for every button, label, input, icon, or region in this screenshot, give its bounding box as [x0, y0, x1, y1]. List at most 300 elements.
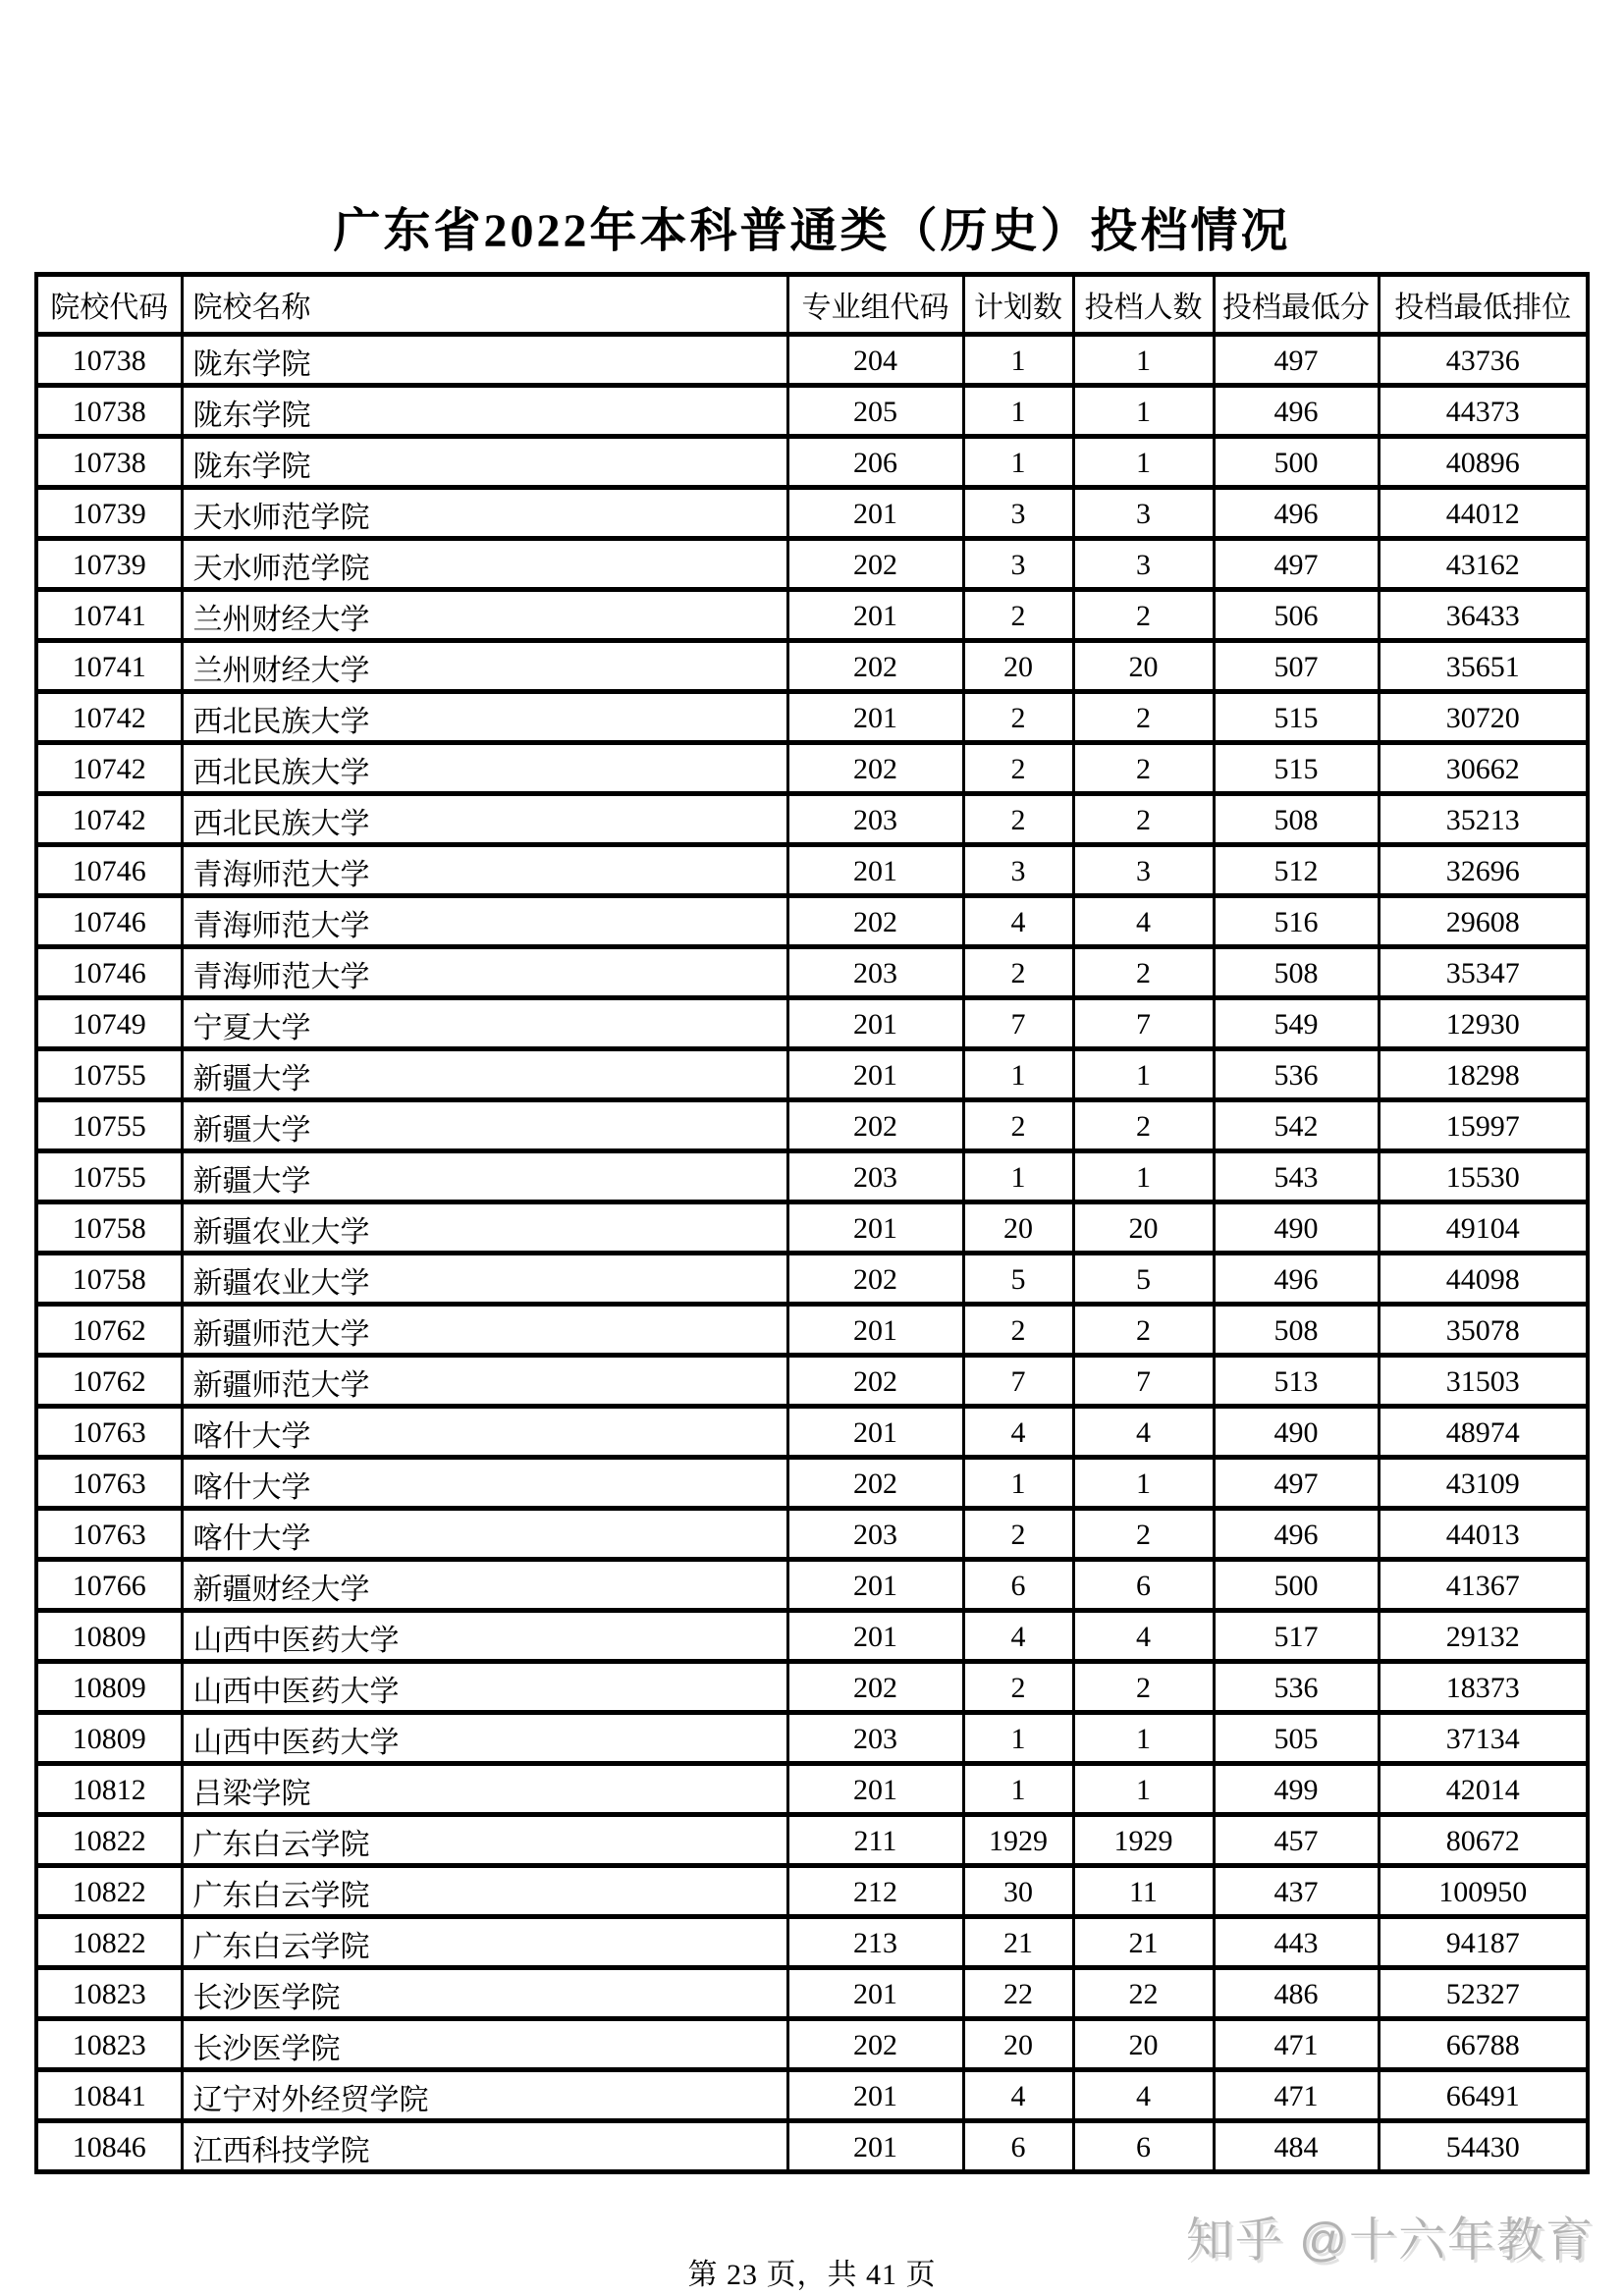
- cell-min-rank: 15997: [1379, 1100, 1588, 1151]
- cell-filed-count: 1: [1073, 1764, 1214, 1815]
- cell-school-code: 10749: [36, 998, 182, 1049]
- cell-min-score: 507: [1214, 641, 1379, 692]
- cell-major-group-code: 201: [787, 845, 963, 896]
- table-row: [36, 437, 1588, 488]
- cell-school-code: 10822: [36, 1815, 182, 1866]
- cell-school-name: 山西中医药大学: [182, 1713, 787, 1764]
- cell-min-score: 506: [1214, 590, 1379, 641]
- cell-major-group-code: 203: [787, 947, 963, 998]
- cell-filed-count: 6: [1073, 2121, 1214, 2172]
- cell-min-score: 515: [1214, 743, 1379, 794]
- cell-plan-count: 6: [963, 2121, 1073, 2172]
- cell-min-score: 457: [1214, 1815, 1379, 1866]
- table-row: [36, 1305, 1588, 1356]
- cell-major-group-code: 202: [787, 896, 963, 947]
- cell-school-name: 广东白云学院: [182, 1866, 787, 1917]
- cell-filed-count: 21: [1073, 1917, 1214, 1968]
- cell-school-name: 新疆大学: [182, 1049, 787, 1100]
- cell-plan-count: 20: [963, 2019, 1073, 2070]
- cell-min-score: 536: [1214, 1662, 1379, 1713]
- header-school-name: 院校名称: [182, 275, 787, 335]
- cell-filed-count: 2: [1073, 1100, 1214, 1151]
- cell-min-score: 542: [1214, 1100, 1379, 1151]
- cell-school-name: 西北民族大学: [182, 692, 787, 743]
- cell-min-rank: 40896: [1379, 437, 1588, 488]
- cell-plan-count: 5: [963, 1254, 1073, 1305]
- table-row: [36, 1151, 1588, 1202]
- cell-filed-count: 1: [1073, 1713, 1214, 1764]
- cell-min-score: 484: [1214, 2121, 1379, 2172]
- cell-major-group-code: 202: [787, 641, 963, 692]
- cell-school-code: 10809: [36, 1611, 182, 1662]
- cell-min-rank: 35347: [1379, 947, 1588, 998]
- cell-school-name: 山西中医药大学: [182, 1611, 787, 1662]
- cell-min-score: 508: [1214, 947, 1379, 998]
- cell-school-name: 陇东学院: [182, 437, 787, 488]
- cell-school-name: 长沙医学院: [182, 2019, 787, 2070]
- cell-plan-count: 2: [963, 1305, 1073, 1356]
- cell-filed-count: 22: [1073, 1968, 1214, 2019]
- cell-filed-count: 20: [1073, 1202, 1214, 1254]
- cell-plan-count: 1929: [963, 1815, 1073, 1866]
- cell-filed-count: 1: [1073, 1151, 1214, 1202]
- cell-school-name: 新疆师范大学: [182, 1305, 787, 1356]
- cell-major-group-code: 202: [787, 1100, 963, 1151]
- cell-plan-count: 1: [963, 1151, 1073, 1202]
- cell-min-score: 505: [1214, 1713, 1379, 1764]
- cell-min-score: 515: [1214, 692, 1379, 743]
- admission-table: [34, 272, 1590, 2174]
- header-plan-count: 计划数: [963, 275, 1073, 335]
- cell-school-code: 10809: [36, 1662, 182, 1713]
- cell-min-score: 516: [1214, 896, 1379, 947]
- table-row: [36, 1202, 1588, 1254]
- cell-min-rank: 18373: [1379, 1662, 1588, 1713]
- header-min-rank: 投档最低排位: [1379, 275, 1588, 335]
- page-number: 第 23 页，共 41 页: [687, 2259, 937, 2291]
- cell-min-rank: 36433: [1379, 590, 1588, 641]
- cell-min-rank: 29132: [1379, 1611, 1588, 1662]
- cell-school-name: 喀什大学: [182, 1407, 787, 1458]
- cell-major-group-code: 201: [787, 590, 963, 641]
- cell-plan-count: 2: [963, 794, 1073, 845]
- cell-plan-count: 20: [963, 641, 1073, 692]
- cell-min-score: 549: [1214, 998, 1379, 1049]
- cell-school-code: 10841: [36, 2070, 182, 2121]
- cell-major-group-code: 202: [787, 743, 963, 794]
- cell-plan-count: 1: [963, 386, 1073, 437]
- cell-major-group-code: 201: [787, 1305, 963, 1356]
- cell-min-rank: 32696: [1379, 845, 1588, 896]
- cell-major-group-code: 211: [787, 1815, 963, 1866]
- cell-plan-count: 4: [963, 1611, 1073, 1662]
- cell-major-group-code: 202: [787, 2019, 963, 2070]
- cell-school-name: 陇东学院: [182, 335, 787, 386]
- cell-min-score: 536: [1214, 1049, 1379, 1100]
- cell-school-code: 10758: [36, 1202, 182, 1254]
- cell-plan-count: 2: [963, 692, 1073, 743]
- cell-school-code: 10738: [36, 335, 182, 386]
- cell-major-group-code: 203: [787, 1713, 963, 1764]
- cell-plan-count: 30: [963, 1866, 1073, 1917]
- cell-plan-count: 1: [963, 1764, 1073, 1815]
- cell-major-group-code: 201: [787, 488, 963, 539]
- cell-min-rank: 42014: [1379, 1764, 1588, 1815]
- cell-filed-count: 6: [1073, 1560, 1214, 1611]
- cell-school-code: 10755: [36, 1100, 182, 1151]
- table-header-row: [36, 275, 1588, 335]
- cell-min-rank: 35213: [1379, 794, 1588, 845]
- table-row: [36, 845, 1588, 896]
- cell-major-group-code: 201: [787, 998, 963, 1049]
- cell-major-group-code: 201: [787, 1611, 963, 1662]
- table-row: [36, 692, 1588, 743]
- cell-plan-count: 2: [963, 947, 1073, 998]
- cell-school-name: 兰州财经大学: [182, 641, 787, 692]
- cell-school-name: 青海师范大学: [182, 896, 787, 947]
- cell-school-code: 10846: [36, 2121, 182, 2172]
- cell-school-name: 新疆农业大学: [182, 1254, 787, 1305]
- page-title: 广东省2022年本科普通类（历史）投档情况: [333, 205, 1291, 257]
- cell-filed-count: 1: [1073, 437, 1214, 488]
- cell-school-name: 天水师范学院: [182, 539, 787, 590]
- cell-min-rank: 100950: [1379, 1866, 1588, 1917]
- cell-min-score: 497: [1214, 335, 1379, 386]
- cell-school-code: 10742: [36, 692, 182, 743]
- cell-min-score: 471: [1214, 2070, 1379, 2121]
- cell-school-name: 青海师范大学: [182, 947, 787, 998]
- table-row: [36, 1713, 1588, 1764]
- cell-major-group-code: 205: [787, 386, 963, 437]
- cell-major-group-code: 212: [787, 1866, 963, 1917]
- cell-school-name: 西北民族大学: [182, 794, 787, 845]
- cell-min-score: 496: [1214, 386, 1379, 437]
- cell-filed-count: 2: [1073, 1509, 1214, 1560]
- cell-school-code: 10738: [36, 437, 182, 488]
- cell-plan-count: 1: [963, 335, 1073, 386]
- cell-plan-count: 21: [963, 1917, 1073, 1968]
- cell-school-code: 10823: [36, 2019, 182, 2070]
- cell-min-rank: 35078: [1379, 1305, 1588, 1356]
- cell-major-group-code: 201: [787, 1049, 963, 1100]
- cell-min-rank: 29608: [1379, 896, 1588, 947]
- cell-major-group-code: 204: [787, 335, 963, 386]
- cell-min-rank: 41367: [1379, 1560, 1588, 1611]
- cell-plan-count: 2: [963, 1662, 1073, 1713]
- cell-school-name: 陇东学院: [182, 386, 787, 437]
- header-min-score: 投档最低分: [1214, 275, 1379, 335]
- cell-filed-count: 2: [1073, 743, 1214, 794]
- cell-filed-count: 1: [1073, 1049, 1214, 1100]
- table-row: [36, 896, 1588, 947]
- cell-min-rank: 43109: [1379, 1458, 1588, 1509]
- cell-school-name: 喀什大学: [182, 1509, 787, 1560]
- cell-plan-count: 7: [963, 1356, 1073, 1407]
- cell-min-rank: 80672: [1379, 1815, 1588, 1866]
- cell-plan-count: 2: [963, 590, 1073, 641]
- cell-min-score: 497: [1214, 539, 1379, 590]
- cell-min-score: 517: [1214, 1611, 1379, 1662]
- cell-min-score: 496: [1214, 1509, 1379, 1560]
- table-row: [36, 1611, 1588, 1662]
- cell-school-name: 江西科技学院: [182, 2121, 787, 2172]
- cell-min-rank: 31503: [1379, 1356, 1588, 1407]
- cell-filed-count: 3: [1073, 539, 1214, 590]
- cell-school-code: 10766: [36, 1560, 182, 1611]
- cell-filed-count: 2: [1073, 1305, 1214, 1356]
- cell-filed-count: 1929: [1073, 1815, 1214, 1866]
- cell-plan-count: 3: [963, 488, 1073, 539]
- cell-min-rank: 49104: [1379, 1202, 1588, 1254]
- cell-school-name: 长沙医学院: [182, 1968, 787, 2019]
- cell-min-rank: 44098: [1379, 1254, 1588, 1305]
- cell-plan-count: 3: [963, 845, 1073, 896]
- cell-school-name: 新疆农业大学: [182, 1202, 787, 1254]
- cell-min-score: 508: [1214, 794, 1379, 845]
- cell-major-group-code: 201: [787, 1560, 963, 1611]
- cell-school-code: 10755: [36, 1049, 182, 1100]
- cell-filed-count: 2: [1073, 692, 1214, 743]
- cell-min-score: 543: [1214, 1151, 1379, 1202]
- cell-school-name: 辽宁对外经贸学院: [182, 2070, 787, 2121]
- cell-filed-count: 4: [1073, 896, 1214, 947]
- cell-plan-count: 2: [963, 743, 1073, 794]
- table-row: [36, 1509, 1588, 1560]
- cell-school-code: 10741: [36, 641, 182, 692]
- table-row: [36, 539, 1588, 590]
- cell-filed-count: 7: [1073, 1356, 1214, 1407]
- cell-min-rank: 43162: [1379, 539, 1588, 590]
- cell-major-group-code: 202: [787, 1356, 963, 1407]
- cell-min-rank: 15530: [1379, 1151, 1588, 1202]
- cell-school-code: 10741: [36, 590, 182, 641]
- table-row: [36, 743, 1588, 794]
- cell-major-group-code: 201: [787, 2070, 963, 2121]
- cell-school-code: 10763: [36, 1509, 182, 1560]
- cell-school-code: 10823: [36, 1968, 182, 2019]
- cell-school-code: 10739: [36, 539, 182, 590]
- cell-filed-count: 20: [1073, 641, 1214, 692]
- cell-major-group-code: 202: [787, 539, 963, 590]
- cell-school-name: 广东白云学院: [182, 1815, 787, 1866]
- table-row: [36, 335, 1588, 386]
- cell-plan-count: 6: [963, 1560, 1073, 1611]
- cell-min-rank: 54430: [1379, 2121, 1588, 2172]
- table-row: [36, 641, 1588, 692]
- cell-min-score: 496: [1214, 488, 1379, 539]
- cell-school-name: 吕梁学院: [182, 1764, 787, 1815]
- cell-school-code: 10812: [36, 1764, 182, 1815]
- cell-filed-count: 2: [1073, 794, 1214, 845]
- cell-major-group-code: 202: [787, 1662, 963, 1713]
- cell-school-code: 10739: [36, 488, 182, 539]
- cell-min-score: 437: [1214, 1866, 1379, 1917]
- table-row: [36, 1049, 1588, 1100]
- table-row: [36, 1458, 1588, 1509]
- cell-plan-count: 7: [963, 998, 1073, 1049]
- cell-min-rank: 18298: [1379, 1049, 1588, 1100]
- table-row: [36, 1100, 1588, 1151]
- cell-major-group-code: 202: [787, 1458, 963, 1509]
- table-row: [36, 1866, 1588, 1917]
- cell-plan-count: 2: [963, 1509, 1073, 1560]
- cell-min-rank: 66491: [1379, 2070, 1588, 2121]
- table-row: [36, 1407, 1588, 1458]
- cell-plan-count: 4: [963, 1407, 1073, 1458]
- cell-school-name: 青海师范大学: [182, 845, 787, 896]
- cell-school-code: 10822: [36, 1917, 182, 1968]
- cell-filed-count: 4: [1073, 1407, 1214, 1458]
- table-row: [36, 488, 1588, 539]
- cell-filed-count: 3: [1073, 845, 1214, 896]
- cell-filed-count: 4: [1073, 1611, 1214, 1662]
- cell-min-rank: 12930: [1379, 998, 1588, 1049]
- cell-major-group-code: 201: [787, 2121, 963, 2172]
- cell-school-code: 10746: [36, 896, 182, 947]
- cell-school-code: 10809: [36, 1713, 182, 1764]
- cell-plan-count: 22: [963, 1968, 1073, 2019]
- cell-school-code: 10763: [36, 1407, 182, 1458]
- cell-plan-count: 1: [963, 1049, 1073, 1100]
- header-filed-count: 投档人数: [1073, 275, 1214, 335]
- cell-major-group-code: 213: [787, 1917, 963, 1968]
- table-row: [36, 386, 1588, 437]
- cell-filed-count: 1: [1073, 335, 1214, 386]
- table-row: [36, 1917, 1588, 1968]
- cell-min-score: 512: [1214, 845, 1379, 896]
- cell-filed-count: 3: [1073, 488, 1214, 539]
- cell-filed-count: 1: [1073, 386, 1214, 437]
- cell-plan-count: 3: [963, 539, 1073, 590]
- cell-min-rank: 44012: [1379, 488, 1588, 539]
- cell-school-name: 宁夏大学: [182, 998, 787, 1049]
- watermark: 知乎 @十六年教育: [1185, 2215, 1595, 2267]
- cell-min-rank: 52327: [1379, 1968, 1588, 2019]
- table-row: [36, 794, 1588, 845]
- cell-min-rank: 43736: [1379, 335, 1588, 386]
- cell-filed-count: 1: [1073, 1458, 1214, 1509]
- cell-major-group-code: 201: [787, 1764, 963, 1815]
- cell-filed-count: 2: [1073, 1662, 1214, 1713]
- cell-plan-count: 1: [963, 1458, 1073, 1509]
- cell-school-code: 10763: [36, 1458, 182, 1509]
- table-row: [36, 1254, 1588, 1305]
- cell-filed-count: 11: [1073, 1866, 1214, 1917]
- cell-major-group-code: 201: [787, 692, 963, 743]
- cell-plan-count: 2: [963, 1100, 1073, 1151]
- cell-school-code: 10742: [36, 743, 182, 794]
- cell-min-score: 490: [1214, 1202, 1379, 1254]
- cell-school-code: 10738: [36, 386, 182, 437]
- cell-plan-count: 20: [963, 1202, 1073, 1254]
- cell-min-rank: 94187: [1379, 1917, 1588, 1968]
- cell-school-code: 10822: [36, 1866, 182, 1917]
- cell-school-name: 兰州财经大学: [182, 590, 787, 641]
- cell-school-code: 10755: [36, 1151, 182, 1202]
- cell-min-score: 490: [1214, 1407, 1379, 1458]
- table-row: [36, 998, 1588, 1049]
- table-row: [36, 1560, 1588, 1611]
- cell-school-name: 喀什大学: [182, 1458, 787, 1509]
- cell-major-group-code: 203: [787, 1509, 963, 1560]
- cell-min-score: 443: [1214, 1917, 1379, 1968]
- cell-min-rank: 44013: [1379, 1509, 1588, 1560]
- table-row: [36, 2019, 1588, 2070]
- cell-min-score: 500: [1214, 1560, 1379, 1611]
- cell-school-name: 天水师范学院: [182, 488, 787, 539]
- cell-major-group-code: 201: [787, 1202, 963, 1254]
- cell-school-name: 新疆大学: [182, 1100, 787, 1151]
- cell-plan-count: 1: [963, 1713, 1073, 1764]
- cell-min-rank: 30662: [1379, 743, 1588, 794]
- table-body: [36, 335, 1588, 2172]
- cell-school-name: 广东白云学院: [182, 1917, 787, 1968]
- cell-filed-count: 20: [1073, 2019, 1214, 2070]
- table-row: [36, 590, 1588, 641]
- cell-school-code: 10746: [36, 947, 182, 998]
- table-row: [36, 947, 1588, 998]
- cell-school-code: 10762: [36, 1305, 182, 1356]
- cell-min-score: 496: [1214, 1254, 1379, 1305]
- cell-school-code: 10762: [36, 1356, 182, 1407]
- cell-min-score: 513: [1214, 1356, 1379, 1407]
- cell-school-code: 10758: [36, 1254, 182, 1305]
- cell-plan-count: 1: [963, 437, 1073, 488]
- cell-school-name: 新疆财经大学: [182, 1560, 787, 1611]
- cell-min-rank: 44373: [1379, 386, 1588, 437]
- cell-min-score: 508: [1214, 1305, 1379, 1356]
- cell-plan-count: 4: [963, 896, 1073, 947]
- cell-plan-count: 4: [963, 2070, 1073, 2121]
- cell-school-name: 新疆师范大学: [182, 1356, 787, 1407]
- cell-min-rank: 35651: [1379, 641, 1588, 692]
- table-row: [36, 1968, 1588, 2019]
- cell-school-name: 新疆大学: [182, 1151, 787, 1202]
- cell-filed-count: 7: [1073, 998, 1214, 1049]
- cell-filed-count: 4: [1073, 2070, 1214, 2121]
- cell-school-code: 10742: [36, 794, 182, 845]
- table-row: [36, 1815, 1588, 1866]
- table-row: [36, 1764, 1588, 1815]
- cell-major-group-code: 206: [787, 437, 963, 488]
- cell-min-score: 497: [1214, 1458, 1379, 1509]
- cell-school-code: 10746: [36, 845, 182, 896]
- cell-min-score: 471: [1214, 2019, 1379, 2070]
- cell-filed-count: 2: [1073, 590, 1214, 641]
- table-row: [36, 1662, 1588, 1713]
- cell-school-name: 山西中医药大学: [182, 1662, 787, 1713]
- cell-min-score: 486: [1214, 1968, 1379, 2019]
- cell-min-rank: 66788: [1379, 2019, 1588, 2070]
- table-row: [36, 2070, 1588, 2121]
- cell-filed-count: 2: [1073, 947, 1214, 998]
- header-major-group-code: 专业组代码: [787, 275, 963, 335]
- header-school-code: 院校代码: [36, 275, 182, 335]
- cell-min-rank: 48974: [1379, 1407, 1588, 1458]
- cell-min-score: 499: [1214, 1764, 1379, 1815]
- cell-major-group-code: 202: [787, 1254, 963, 1305]
- cell-min-rank: 30720: [1379, 692, 1588, 743]
- cell-min-rank: 37134: [1379, 1713, 1588, 1764]
- cell-major-group-code: 201: [787, 1968, 963, 2019]
- cell-major-group-code: 203: [787, 1151, 963, 1202]
- cell-min-score: 500: [1214, 437, 1379, 488]
- cell-school-name: 西北民族大学: [182, 743, 787, 794]
- cell-major-group-code: 203: [787, 794, 963, 845]
- table-row: [36, 2121, 1588, 2172]
- cell-major-group-code: 201: [787, 1407, 963, 1458]
- table-row: [36, 1356, 1588, 1407]
